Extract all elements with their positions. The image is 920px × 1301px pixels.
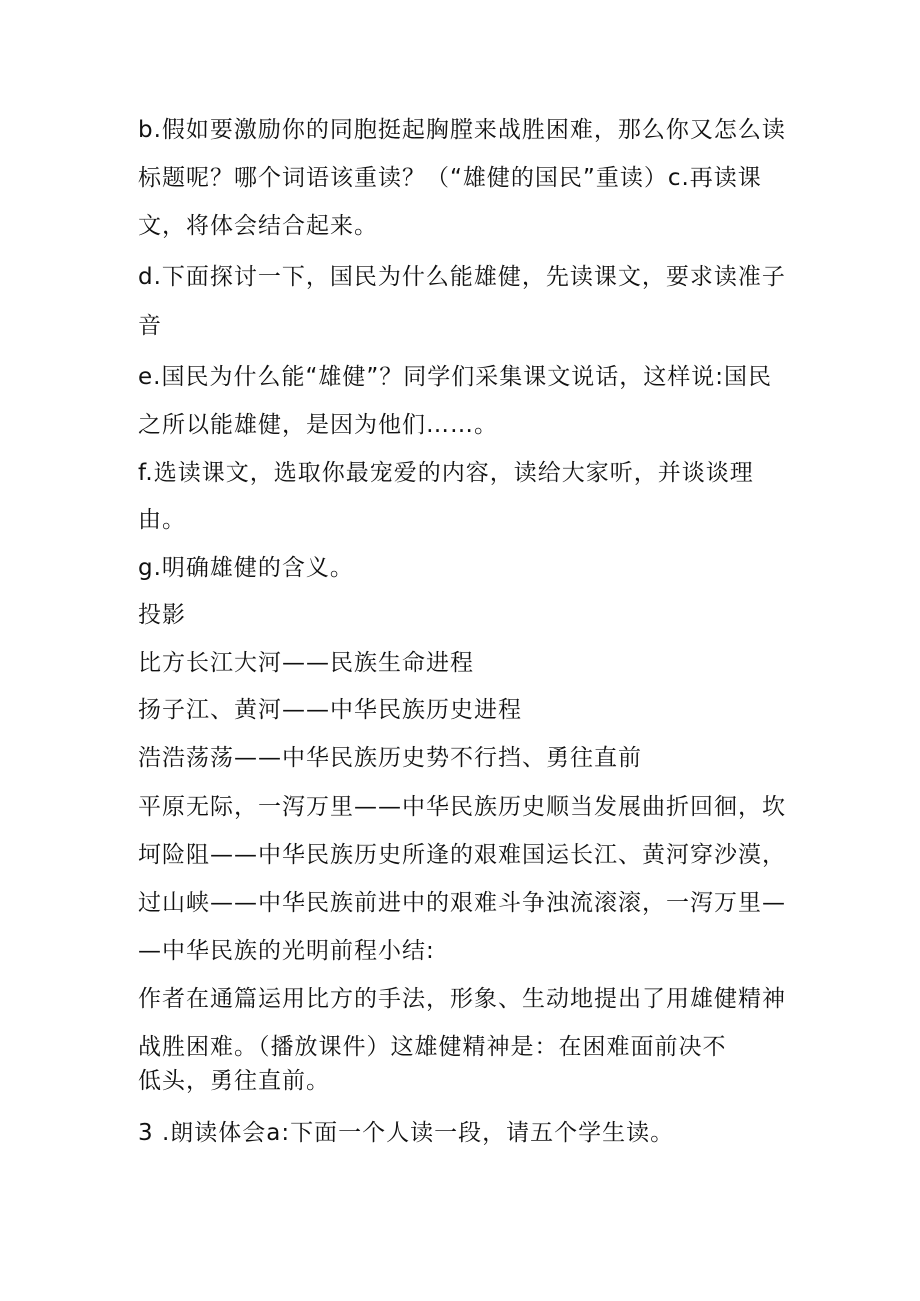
text-line: 文，将体会结合起来。 <box>138 213 378 239</box>
text-line: 坷险阻——中华民族历史所逢的艰难国运长江、黄河穿沙漠， <box>138 842 786 868</box>
text-line: 过山峡——中华民族前进中的艰难斗争浊流滚滚，一泻万里— <box>138 890 786 916</box>
text-line: 作者在通篇运用比方的手法，形象、生动地提出了用雄健精神 <box>138 986 786 1012</box>
text-line: 浩浩荡荡——中华民族历史势不行挡、勇往直前 <box>138 745 642 771</box>
text-line: 投影 <box>138 602 186 628</box>
text-line: e.国民为什么能“雄健”？同学们采集课文说话，这样说:国民 <box>138 364 773 390</box>
text-line: 低头，勇往直前。 <box>138 1068 330 1094</box>
text-line: —中华民族的光明前程小结: <box>138 938 435 964</box>
text-line: 比方长江大河——民族生命进程 <box>138 650 474 676</box>
text-line: 标题呢？哪个词语该重读？（“雄健的国民”重读）c.再读课 <box>138 165 762 191</box>
text-line: f.选读课文，选取你最宠爱的内容，读给大家听，并谈谈理 <box>138 460 754 486</box>
text-line: 战胜困难。（播放课件）这雄健精神是：在困难面前决不 <box>138 1034 727 1060</box>
text-line: b.假如要激励你的同胞挺起胸膛来战胜困难，那么你又怎么读 <box>138 117 786 143</box>
text-line: 音 <box>138 313 162 339</box>
text-line: d.下面探讨一下，国民为什么能雄健，先读课文，要求读准子 <box>138 264 786 290</box>
text-line: 由。 <box>138 507 186 533</box>
text-line: 之所以能雄健，是因为他们……。 <box>138 412 498 438</box>
text-line: 平原无际，一泻万里——中华民族历史顺当发展曲折回徊，坎 <box>138 794 786 820</box>
text-line: 扬子江、黄河——中华民族历史进程 <box>138 697 522 723</box>
text-line: 3 .朗读体会a:下面一个人读一段，请五个学生读。 <box>138 1120 675 1146</box>
text-line: g.明确雄健的含义。 <box>138 555 354 581</box>
